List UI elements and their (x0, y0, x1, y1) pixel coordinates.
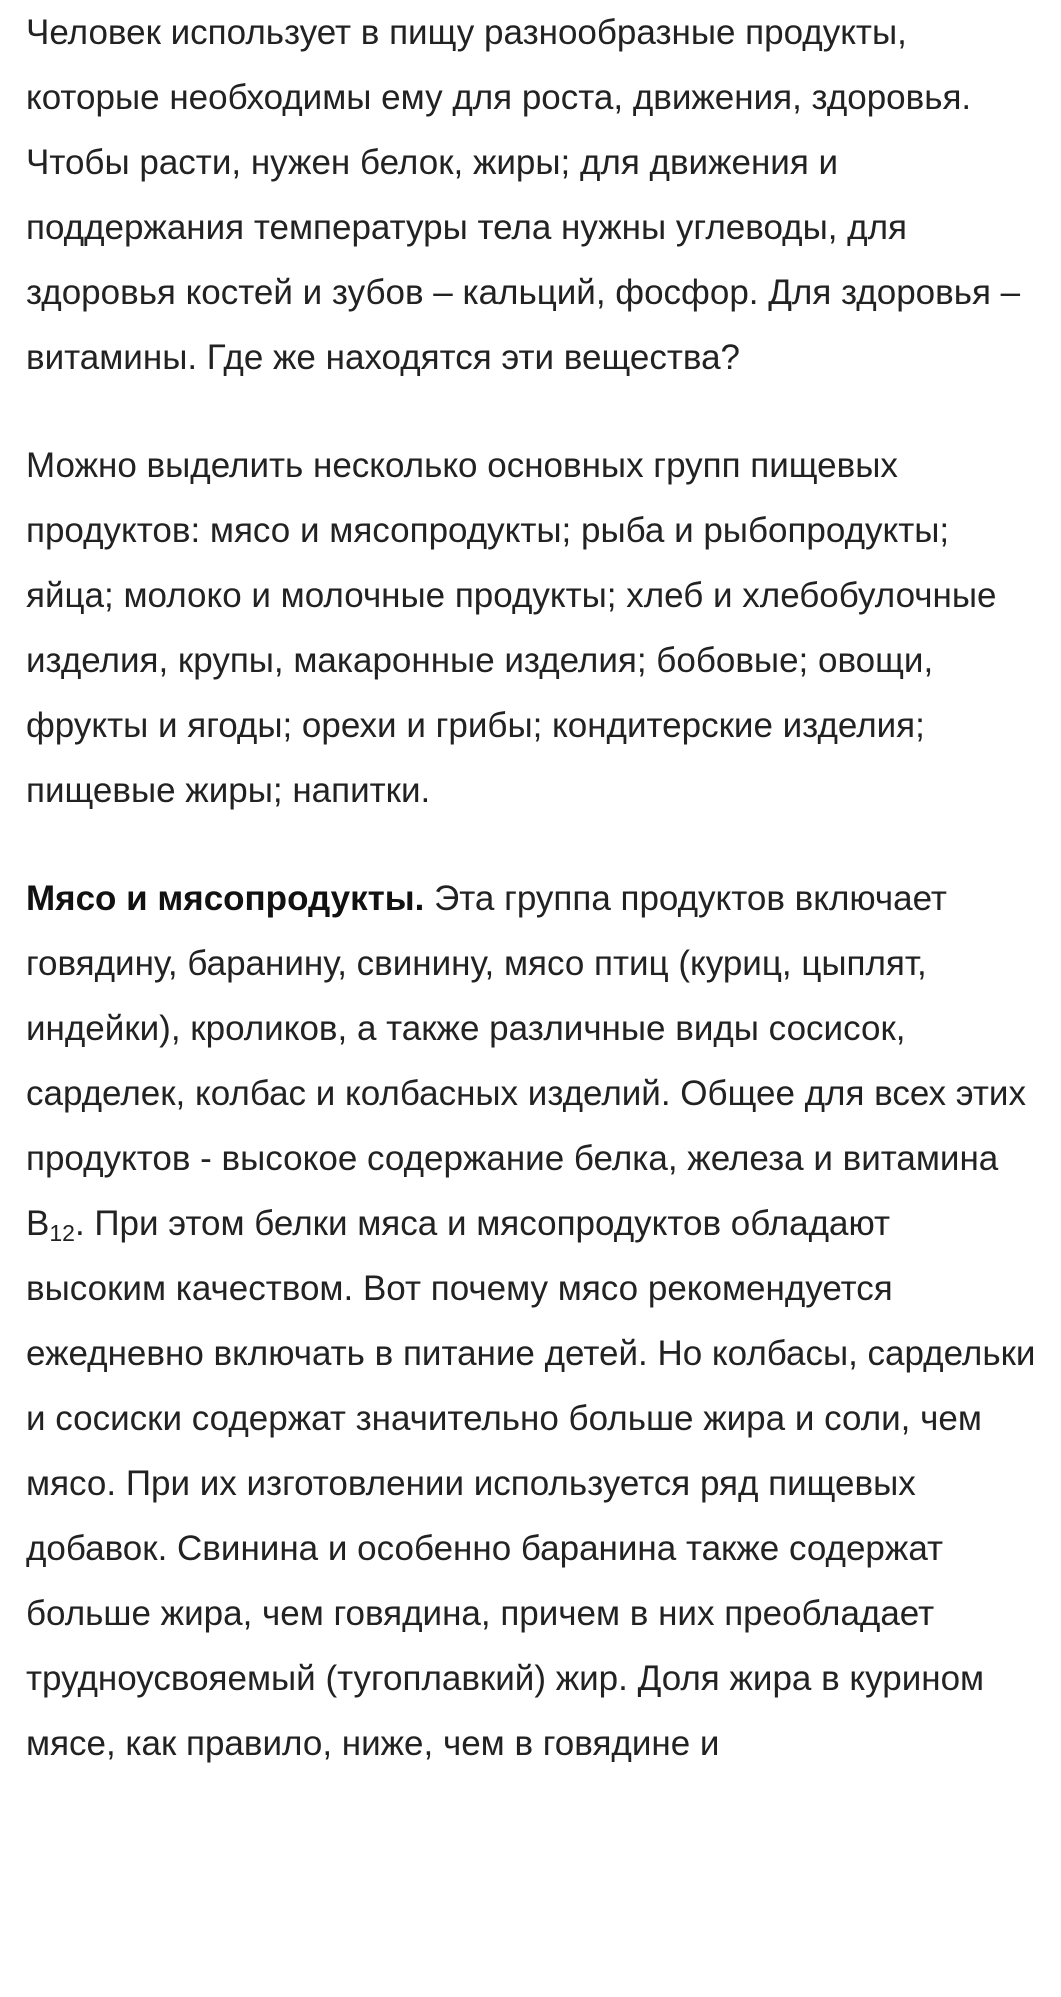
paragraph-meat (26, 866, 1036, 1776)
meat-text-part-2: . При этом белки мяса и мясопродуктов обладают высоким качеством. Вот почему мясо рекомендуется ежедневно включать в питание детей. Но колбасы, сардельки и сосиски содержат значительно больше жира и соли, чем мясо. При их изготовлении используется ряд пищевых добавок. Свинина и особенно баранина также содержат больше жира, чем говядина, причем в них преобладает трудноусвояемый (тугоплавкий) жир. Доля жира в курином мясе, как правило, ниже, чем в говядине и (26, 1204, 1036, 1763)
paragraph-food-groups: Можно выделить несколько основных групп пищевых продуктов: мясо и мясопродукты; рыба и рыбопродукты; яйца; молоко и молочные продукты; хлеб и хлебобулочные изделия, крупы, макаронные изделия; бобовые; овощи, фрукты и ягоды; орехи и грибы; кондитерские изделия; пищевые жиры; напитки. (26, 446, 997, 810)
vitamin-b12-subscript: 12 (49, 1220, 75, 1246)
article-body (26, 0, 1036, 1776)
paragraph-nutrients: Человек использует в пищу разнообразные продукты, которые необходимы ему для роста, движения, здоровья. Чтобы расти, нужен белок, жиры; для движения и поддержания температуры тела нужны углеводы, для здоровья костей и зубов – кальций, фосфор. Для здоровья – витамины. Где же находятся эти вещества? (26, 13, 1021, 377)
meat-text-part-1: Эта группа продуктов включает говядину, баранину, свинину, мясо птиц (куриц, цыплят, индейки), кроликов, а также различные виды сосисок, сарделек, колбас и колбасных изделий. Общее для всех этих продуктов - высокое содержание белка, железа и витамина B (26, 879, 1026, 1243)
section-heading-meat: Мясо и мясопродукты. (26, 879, 425, 918)
